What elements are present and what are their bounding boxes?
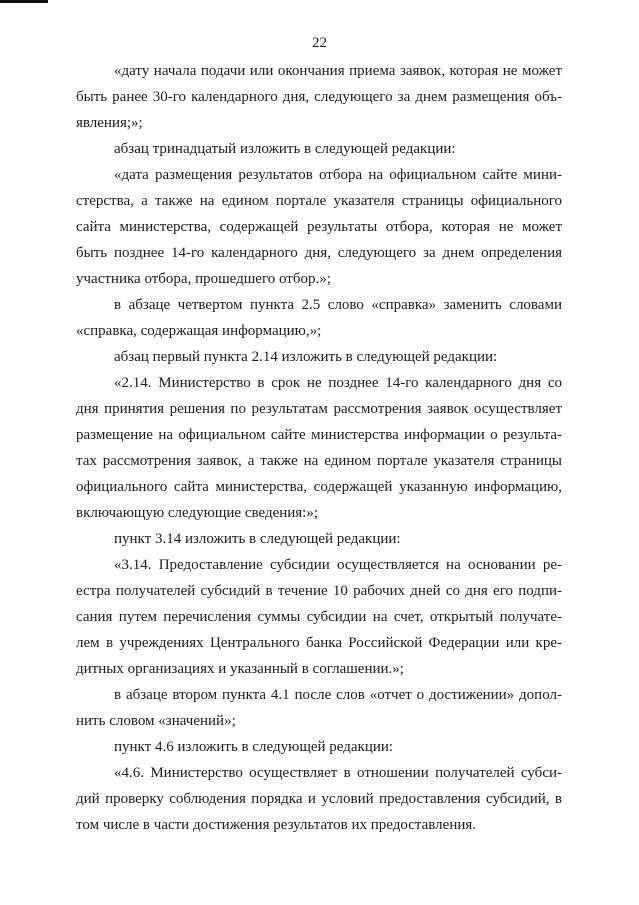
text-line: абзац первый пункта 2.14 изложить в следующей редакции: xyxy=(114,349,498,365)
text-line: пункт 3.14 изложить в следующей редакции: xyxy=(114,531,401,547)
text-line: включающую следующие сведения:»; xyxy=(76,505,319,521)
text-line: стерства, а также на едином портале указателя страницы официального xyxy=(76,193,562,209)
text-line: участника отбора, прошедшего отбор.»; xyxy=(76,271,331,287)
text-line: явления;»; xyxy=(76,115,143,131)
text-line: нить словом «значений»; xyxy=(76,713,236,729)
text-line: дитных организациях и указанный в соглашении.»; xyxy=(76,661,404,677)
text-line: в абзаце четвертом пункта 2.5 слово «справка» заменить словами xyxy=(114,297,562,313)
text-line: пункт 4.6 изложить в следующей редакции: xyxy=(114,739,394,755)
text-line: дня принятия решения по результатам рассмотрения заявок осуществляет xyxy=(76,401,562,417)
text-line: «3.14. Предоставление субсидии осуществляется на основании ре- xyxy=(114,557,562,573)
text-line: «2.14. Министерство в срок не позднее 14-го календарного дня со xyxy=(114,375,562,391)
text-line: «дата размещения результатов отбора на официальном сайте мини- xyxy=(114,167,562,183)
text-line: тах рассмотрения заявок, а также на едином портале указателя страницы xyxy=(76,453,562,469)
text-line: сания путем перечисления суммы субсидии на счет, открытый получате- xyxy=(76,609,562,625)
text-line: в абзаце втором пункта 4.1 после слов «отчет о достижении» допол- xyxy=(114,687,562,703)
text-line: сайта министерства, содержащей результаты отбора, которая не может xyxy=(76,219,562,235)
text-line: лем в учреждениях Центрального банка Российской Федерации или кре- xyxy=(76,635,562,651)
scan-edge-mark xyxy=(0,0,48,3)
text-line: «справка, содержащая информацию,»; xyxy=(76,323,322,339)
text-line: официального сайта министерства, содержащей указанную информацию, xyxy=(76,479,562,495)
page-number: 22 xyxy=(312,35,327,51)
text-line: «дату начала подачи или окончания приема заявок, которая не может xyxy=(114,63,562,79)
text-line: абзац тринадцатый изложить в следующей редакции: xyxy=(114,141,456,157)
text-line: том числе в части достижения результатов их предоставления. xyxy=(76,817,477,833)
text-line: дий проверку соблюдения порядка и условий предоставления субсидий, в xyxy=(76,791,562,807)
text-line: быть ранее 30-го календарного дня, следующего за днем размещения объ- xyxy=(76,89,562,105)
text-line: размещение на официальном сайте министерства информации о результа- xyxy=(76,427,562,443)
text-line: быть позднее 14-го календарного дня, следующего за днем определения xyxy=(76,245,562,261)
text-line: естра получателей субсидий в течение 10 рабочих дней со дня его подпи- xyxy=(76,583,562,599)
text-line: «4.6. Министерство осуществляет в отношении получателей субси- xyxy=(114,765,562,781)
